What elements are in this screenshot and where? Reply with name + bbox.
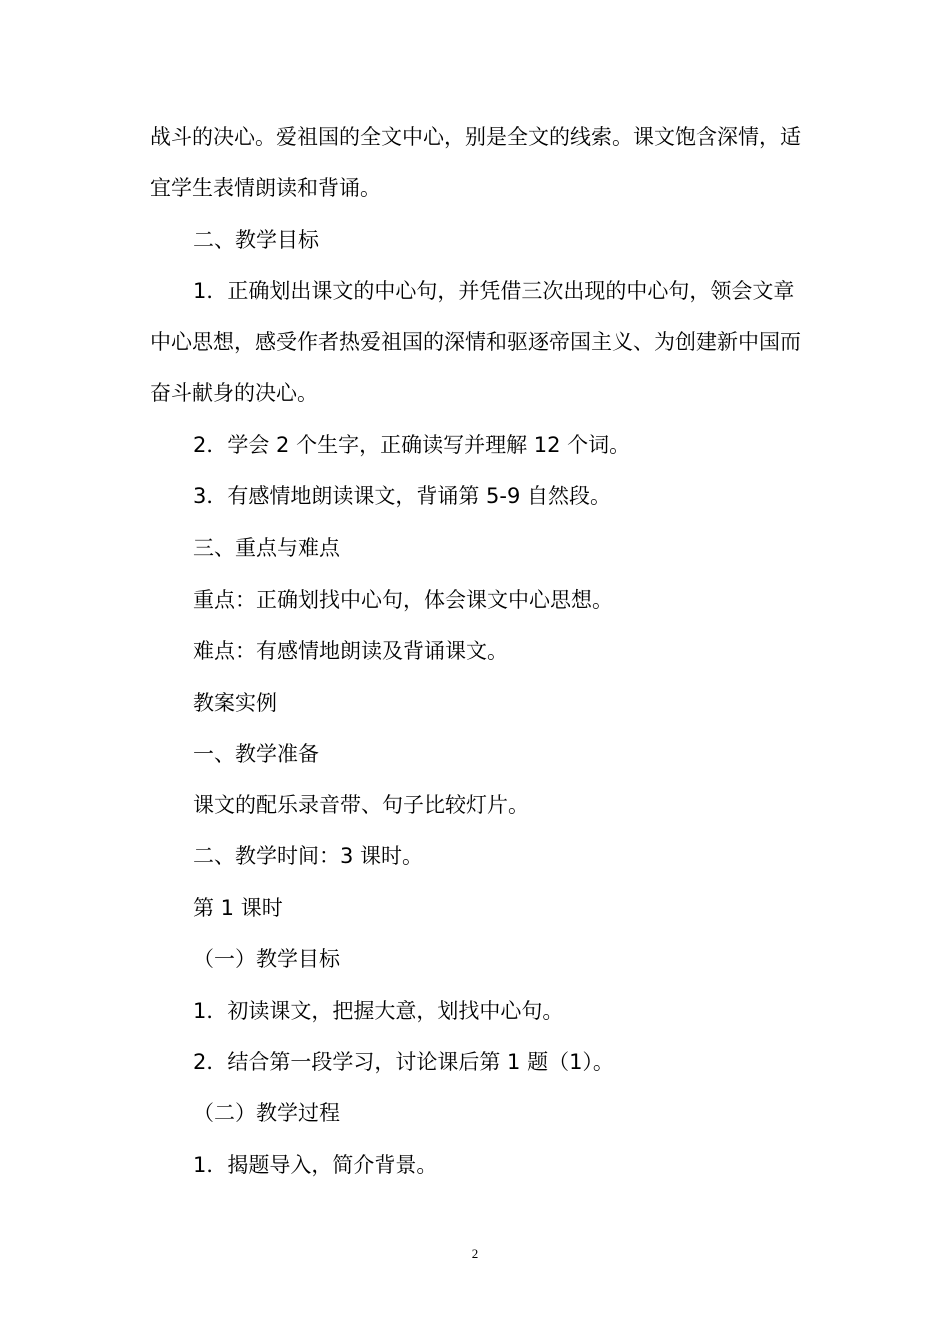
key-point: 重点：正确划找中心句，体会课文中心思想。	[193, 588, 613, 612]
subheading-goals: （一）教学目标	[193, 947, 340, 971]
heading-teaching-goals: 二、教学目标	[193, 228, 319, 252]
heading-teaching-time: 二、教学时间：3 课时。	[193, 844, 424, 868]
heading-preparation: 一、教学准备	[193, 742, 319, 766]
heading-lesson-example: 教案实例	[193, 691, 277, 715]
subheading-process: （二）教学过程	[193, 1101, 340, 1125]
heading-key-points: 三、重点与难点	[193, 536, 340, 560]
heading-lesson-1: 第 1 课时	[193, 896, 283, 920]
page-number: 2	[471, 1246, 479, 1261]
lesson-goal-1: 1．初读课文，把握大意，划找中心句。	[193, 999, 564, 1023]
process-step-1: 1．揭题导入，简介背景。	[193, 1153, 438, 1177]
goal-item-1: 1．正确划出课文的中心句，并凭借三次出现的中心句，领会文章中心思想，感受作者热爱祖国的深情和驱逐帝国主义、为创建新中国而奋斗献身的决心。	[150, 279, 801, 405]
paragraph-intro-continuation: 战斗的决心。爱祖国的全文中心，别是全文的线索。课文饱含深情，适宜学生表情朗读和背诵。	[150, 125, 801, 200]
difficult-point: 难点：有感情地朗读及背诵课文。	[193, 639, 508, 663]
lesson-goal-2: 2．结合第一段学习，讨论课后第 1 题（1）。	[193, 1050, 614, 1074]
goal-item-2: 2．学会 2 个生字，正确读写并理解 12 个词。	[193, 433, 631, 457]
preparation-text: 课文的配乐录音带、句子比较灯片。	[193, 793, 529, 817]
goal-item-3: 3．有感情地朗读课文，背诵第 5-9 自然段。	[193, 484, 612, 508]
